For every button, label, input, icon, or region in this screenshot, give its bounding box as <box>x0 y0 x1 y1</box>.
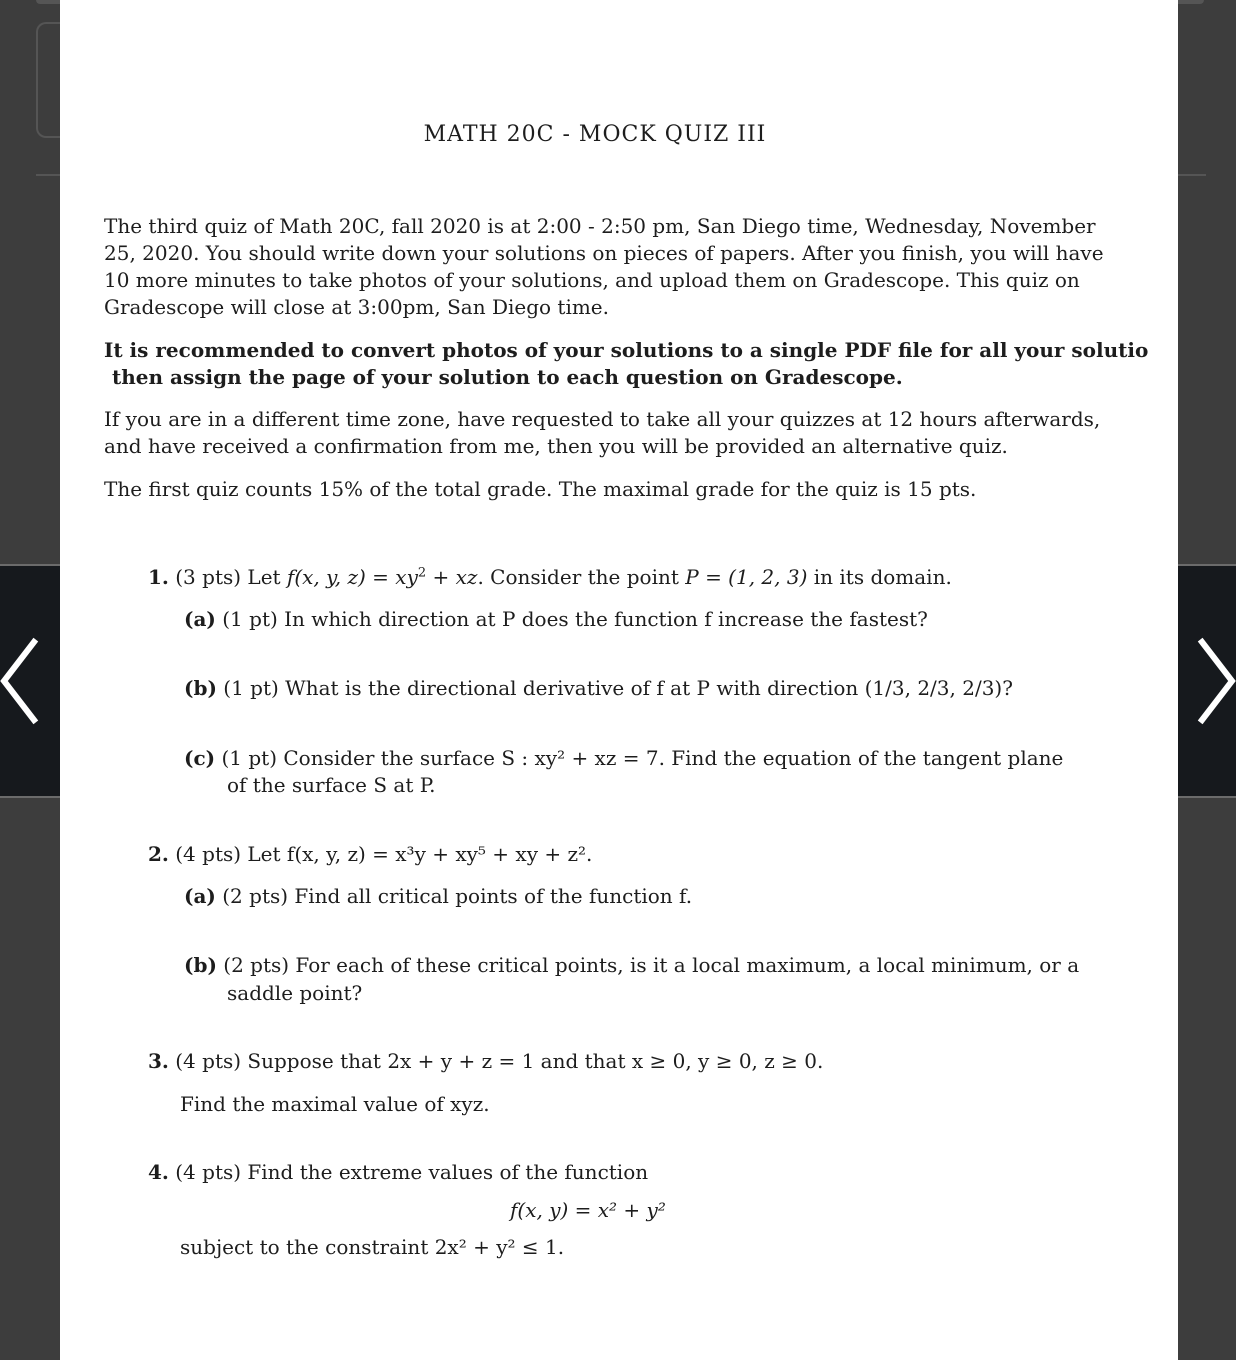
intro-paragraph <box>104 213 1104 321</box>
question-4-formula <box>510 1196 666 1224</box>
recommendation-line: then assign the page of your solution to each question on Gradescope. <box>112 365 903 389</box>
point-expression: P = (1, 2, 3) <box>685 565 808 589</box>
timezone-paragraph <box>104 406 1101 460</box>
next-page-edge <box>1178 0 1204 4</box>
question-4 <box>148 1158 648 1186</box>
formula: f(x, y) = x² + y² <box>510 1198 666 1222</box>
question-number: 1. <box>148 565 169 589</box>
intro-line: The third quiz of Math 20C, fall 2020 is at 2:00 - 2:50 pm, San Diego time, Wednesday, November <box>104 214 1096 238</box>
subquestion-text: (1 pt) In which direction at P does the function f increase the fastest? <box>222 607 928 631</box>
question-text: Find the maximal value of xyz. <box>180 1092 490 1116</box>
question-1a <box>184 605 928 633</box>
previous-page-edge <box>36 0 60 4</box>
subquestion-label: (b) <box>184 953 217 977</box>
subquestion-label: (a) <box>184 884 216 908</box>
timezone-line: and have received a confirmation from me, then you will be provided an alternative quiz. <box>104 434 1008 458</box>
question-1: 1. (3 pts) Let f(x, y, $z) = xy^2$ + xz. Consider the point P = (1, 2, 3) in its domain. <box>148 565 952 589</box>
subquestion-label: (a) <box>184 607 216 631</box>
timezone-line: If you are in a different time zone, have requested to take all your quizzes at 12 hours afterwards, <box>104 407 1101 431</box>
divider-right <box>1178 174 1206 176</box>
question-points: (3 pts) <box>175 565 242 589</box>
document-page <box>60 0 1178 1360</box>
subquestion-text: (2 pts) Find all critical points of the function f. <box>222 884 693 908</box>
page-title: MATH 20C - MOCK QUIZ III <box>423 122 767 147</box>
question-3-continued <box>180 1090 490 1118</box>
next-page-button[interactable] <box>1178 564 1236 798</box>
function-expression-tail: + xz <box>426 565 478 589</box>
chevron-right-icon <box>1196 636 1236 726</box>
question-2b <box>184 951 1079 979</box>
subquestion-text: (1 pt) What is the directional derivative of f at P with direction (1/3, 2/3, 2/3)? <box>223 676 1013 700</box>
question-1b <box>184 674 1013 702</box>
subquestion-text: of the surface S at P. <box>227 773 436 797</box>
function-expression: f(x, y, z) = xy <box>286 565 418 589</box>
question-3 <box>148 1047 823 1075</box>
question-2b-continued <box>227 979 362 1007</box>
question-text: (4 pts) Let f(x, y, z) = x³y + xy⁵ + xy + z². <box>175 842 593 866</box>
chevron-left-icon <box>0 636 40 726</box>
recommendation-line: It is recommended to convert photos of your solutions to a single PDF file for all your solutio <box>104 338 1149 362</box>
grading-paragraph <box>104 476 1094 503</box>
intro-line: Gradescope will close at 3:00pm, San Diego time. <box>104 295 609 319</box>
subquestion-text: saddle point? <box>227 981 363 1005</box>
divider-left <box>36 174 60 176</box>
question-2a <box>184 882 692 910</box>
subquestion-text: (2 pts) For each of these critical points, is it a local maximum, a local minimum, or a <box>223 953 1080 977</box>
subquestion-text: (1 pt) Consider the surface S : xy² + xz = 7. Find the equation of the tangent plane <box>221 746 1064 770</box>
intro-line: 10 more minutes to take photos of your solutions, and upload them on Gradescope. This quiz on <box>104 268 1080 292</box>
previous-page-button[interactable] <box>0 564 60 798</box>
constraint-text: subject to the constraint 2x² + y² ≤ 1. <box>180 1235 565 1259</box>
recommendation-paragraph <box>104 337 1178 391</box>
question-number: 2. <box>148 842 169 866</box>
question-2 <box>148 840 592 868</box>
grading-line: The first quiz counts 15% of the total grade. The maximal grade for the quiz is 15 pts. <box>104 477 977 501</box>
question-4-constraint <box>180 1233 564 1261</box>
question-text: (4 pts) Suppose that 2x + y + z = 1 and that x ≥ 0, y ≥ 0, z ≥ 0. <box>175 1049 824 1073</box>
subquestion-label: (c) <box>184 746 216 770</box>
question-number: 4. <box>148 1160 169 1184</box>
question-1c <box>184 744 1063 772</box>
question-text: in its domain. <box>813 565 952 589</box>
question-text: Let <box>247 565 281 589</box>
question-number: 3. <box>148 1049 169 1073</box>
question-1c-continued <box>227 771 435 799</box>
subquestion-label: (b) <box>184 676 217 700</box>
intro-line: 25, 2020. You should write down your solutions on pieces of papers. After you finish, you will have <box>104 241 1104 265</box>
question-text: . Consider the point <box>477 565 679 589</box>
question-text: (4 pts) Find the extreme values of the function <box>175 1160 649 1184</box>
